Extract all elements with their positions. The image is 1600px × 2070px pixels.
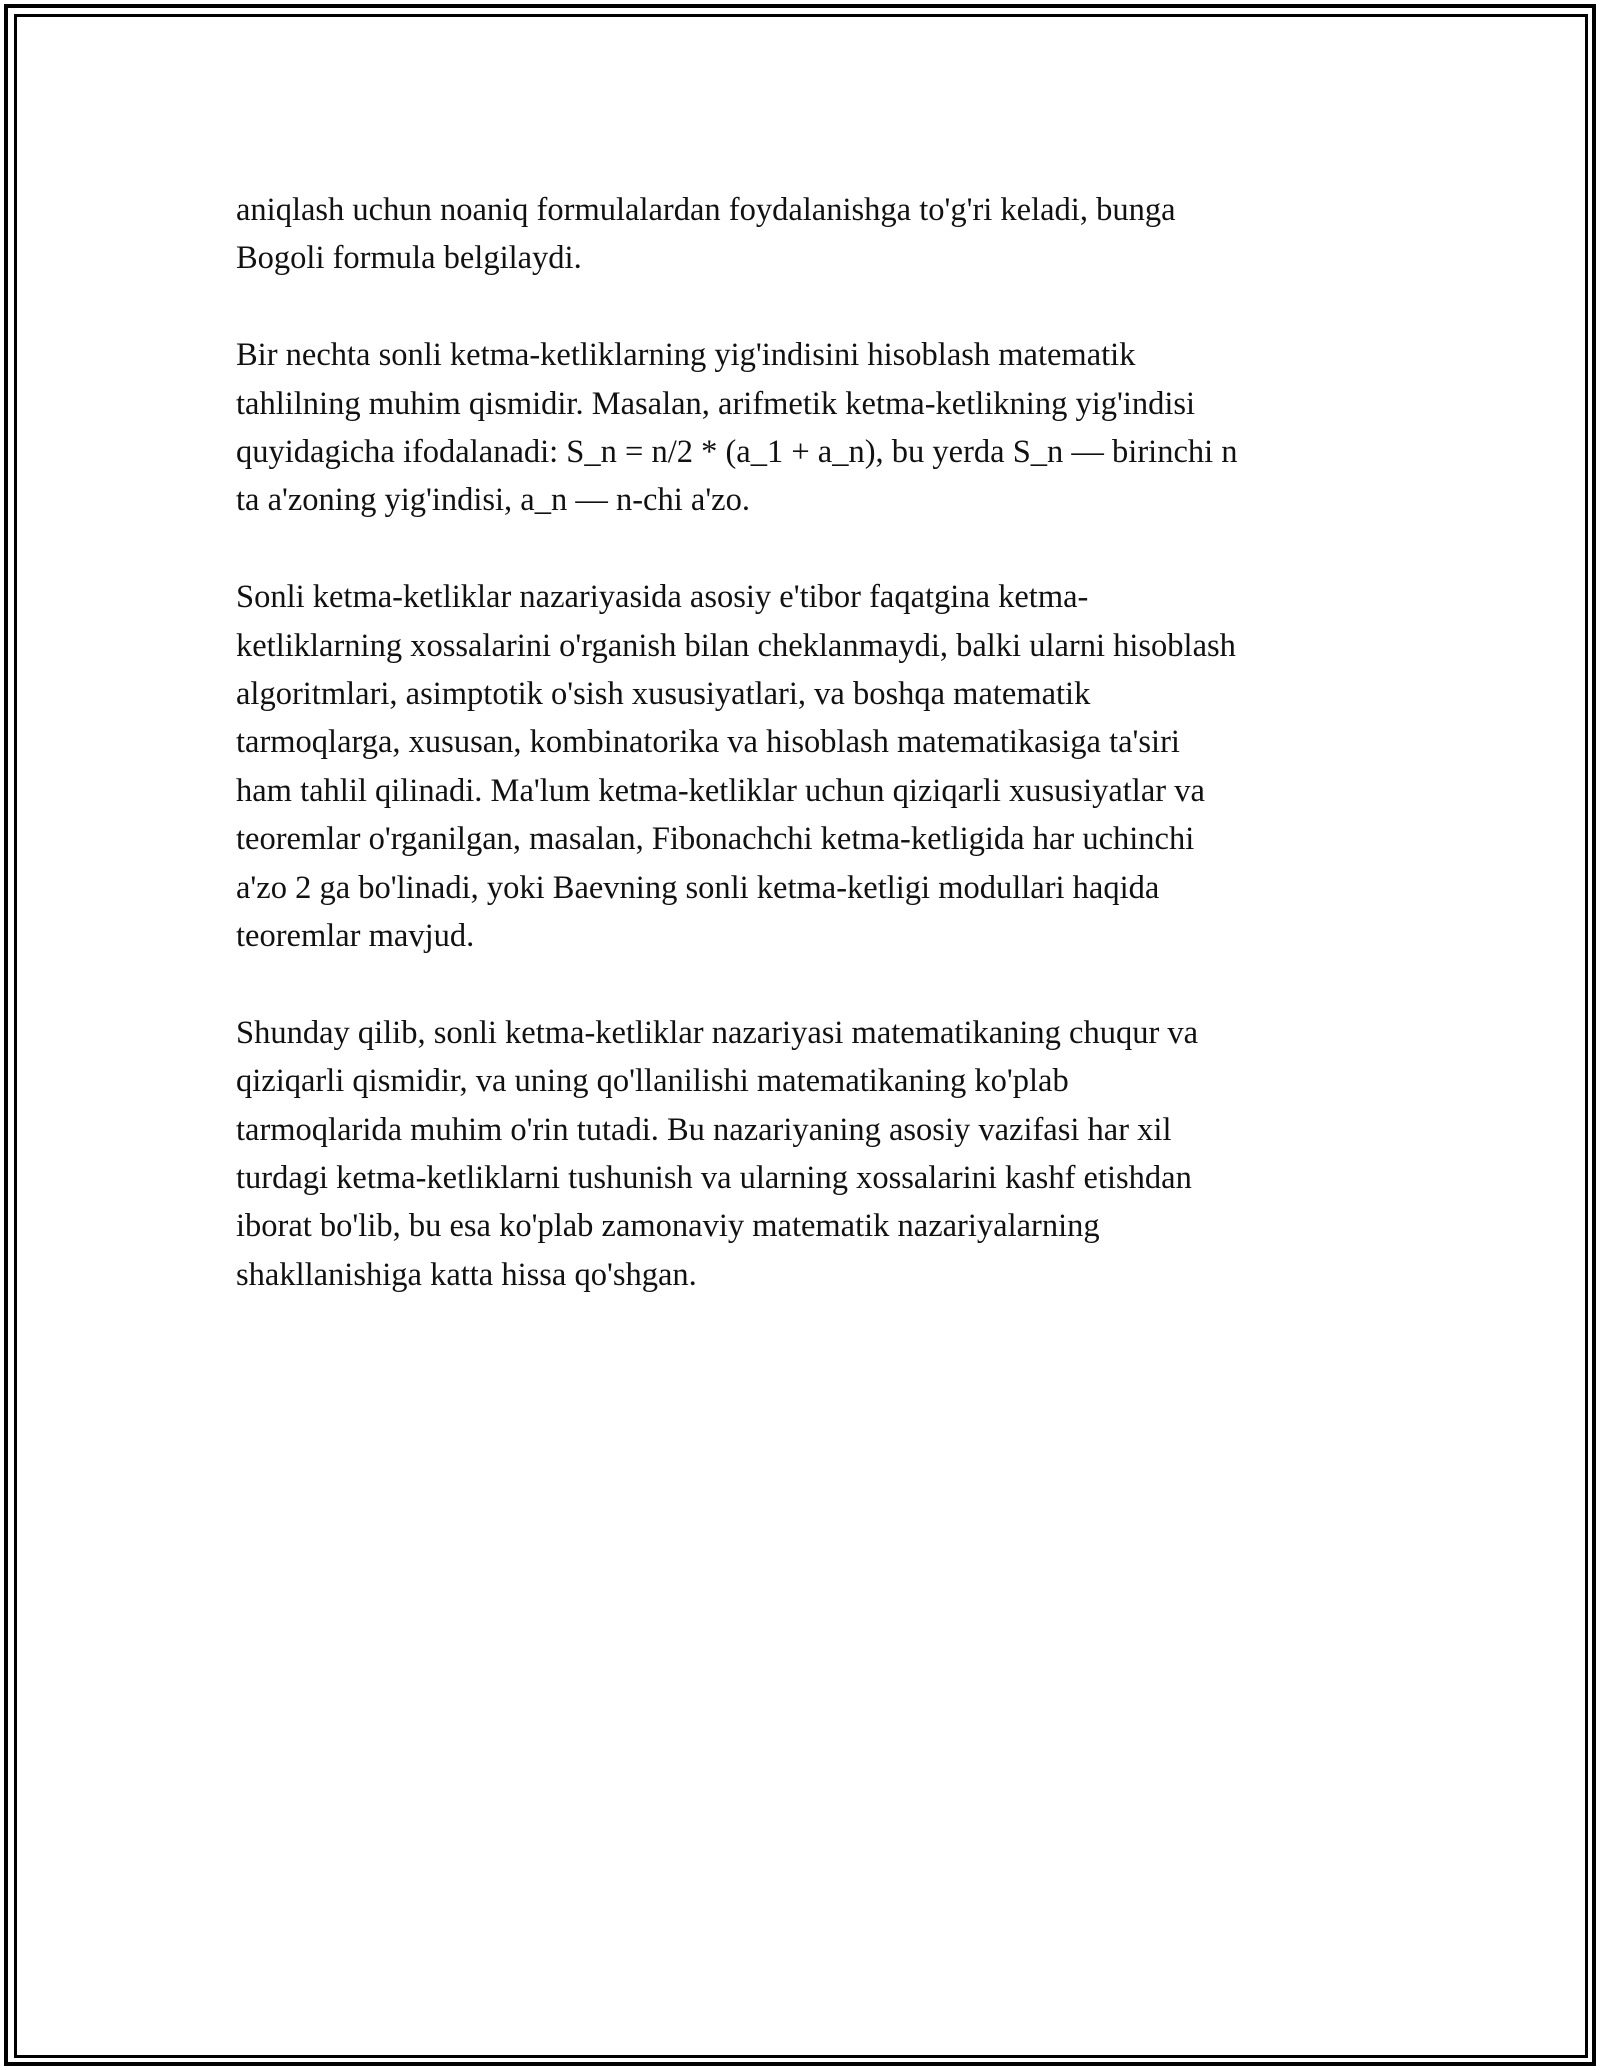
document-body bbox=[236, 186, 1386, 1348]
paragraph-3: Sonli ketma-ketliklar nazariyasida asosiy e'tibor faqatgina ketma- ketliklarning xossalarini o'rganish bilan cheklanmaydi, balki ularni hisoblash algoritmlari, asimptotik o'sish xususiyatlari, va boshqa matematik tarmoqlarga, xususan, kombinatorika va hisoblash matematikasiga ta'siri ham tahlil qilinadi. Ma'lum ketma-ketliklar uchun qiziqarli xususiyatlar va teoremlar o'rganilgan, masalan, Fibonachchi ketma-ketligida har uchinchi a'zo 2 ga bo'linadi, yoki Baevning sonli ketma-ketligi modullari haqida teoremlar mavjud. bbox=[236, 579, 1236, 955]
paragraph-2: Bir nechta sonli ketma-ketliklarning yig'indisini hisoblash matematik tahlilning muhim qismidir. Masalan, arifmetik ketma-ketlikning yig'indisi quyidagicha ifodalanadi: S_n = n/2 * (a_1 + a_n), bu yerda S_n — birinchi n ta a'zoning yig'indisi, a_n — n-chi a'zo. bbox=[236, 337, 1238, 519]
paragraph-4: Shunday qilib, sonli ketma-ketliklar nazariyasi matematikaning chuqur va qiziqarli qismidir, va uning qo'llanilishi matematikaning ko'plab tarmoqlarida muhim o'rin tutadi. Bu nazariyaning asosiy vazifasi har xil turdagi ketma-ketliklarni tushunish va ularning xossalarini kashf etishdan iborat bo'lib, bu esa ko'plab zamonaviy matematik nazariyalarning shakllanishiga katta hissa qo'shgan. bbox=[236, 1014, 1199, 1293]
paragraph-1: aniqlash uchun noaniq formulalardan foydalanishga to'g'ri keladi, bunga Bogoli formula belgilaydi. bbox=[236, 192, 1176, 277]
